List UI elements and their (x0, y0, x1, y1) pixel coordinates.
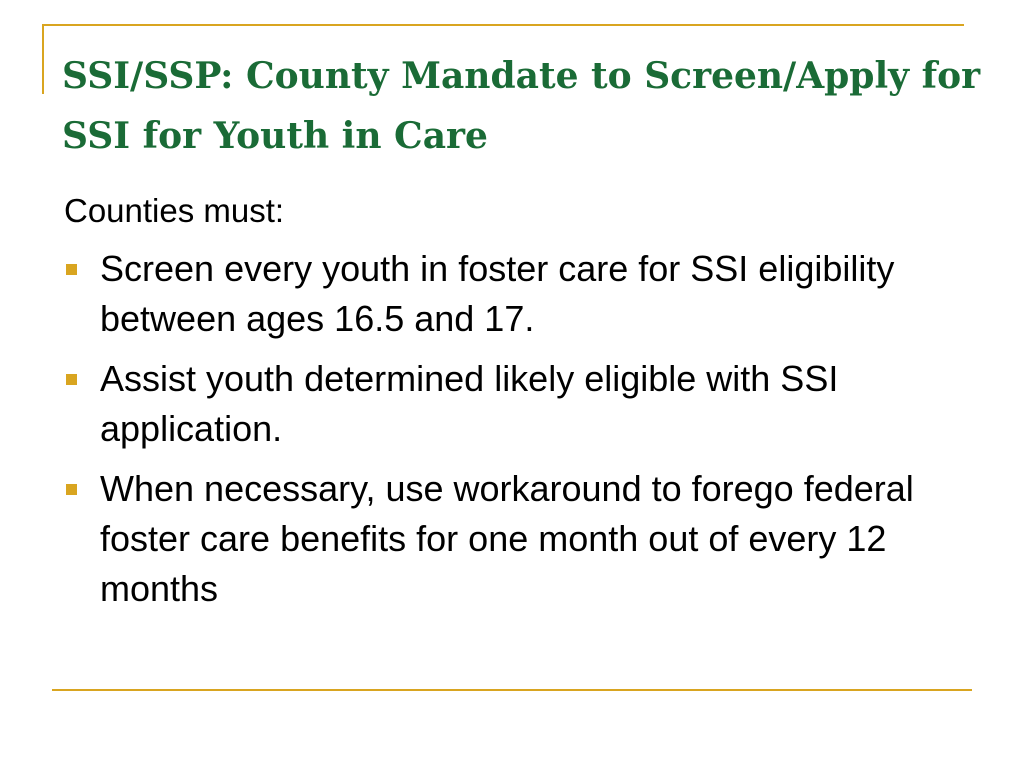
list-item (62, 354, 962, 454)
slide-title: SSI/SSP: County Mandate to Screen/Apply for SSI for Youth in Care (62, 55, 981, 157)
top-rule (42, 24, 964, 26)
bullet-text: When necessary, use workaround to forego federal foster care benefits for one month out of every 12 months (100, 468, 914, 609)
square-bullet-icon (66, 374, 77, 385)
list-item (62, 464, 962, 614)
square-bullet-icon (66, 264, 77, 275)
bullet-text: Assist youth determined likely eligible with SSI application. (100, 358, 839, 449)
bullet-list (62, 244, 962, 614)
left-rule (42, 24, 44, 94)
square-bullet-icon (66, 484, 77, 495)
bullet-text: Screen every youth in foster care for SSI eligibility between ages 16.5 and 17. (100, 248, 895, 339)
bottom-rule (52, 689, 972, 691)
list-item (62, 244, 962, 344)
slide-body (62, 190, 962, 624)
intro-text: Counties must: (64, 192, 285, 229)
